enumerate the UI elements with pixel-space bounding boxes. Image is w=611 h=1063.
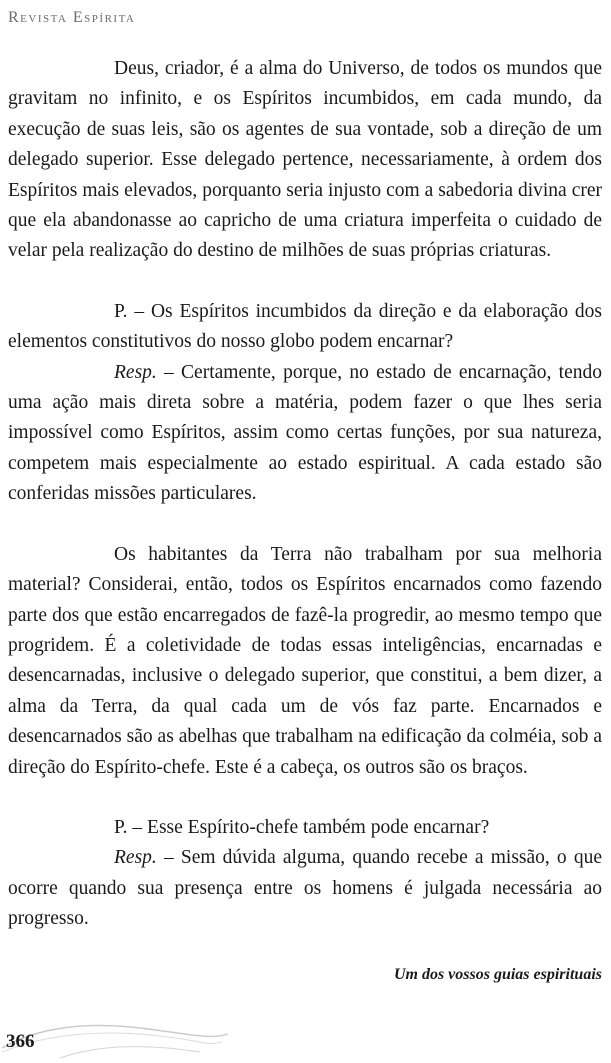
answer-text: – Sem dúvida alguma, quando recebe a missão, o que ocorre quando sua presença entre os homens é julgada necessária ao progresso. [8,847,602,930]
answer-text: – Certamente, porque, no estado de encarnação, tendo uma ação mais direta sobre a matéria, podem fazer o que lhes seria impossível como Espíritos, assim como certas funções, por sua natureza, competem mais especialmente ao estado espiritual. A cada estado são conferidas missões particulares. [8,361,602,505]
paragraph-gap [8,783,602,813]
page-number: 366 [6,1031,35,1052]
answer-paragraph [8,358,602,510]
question-paragraph: P. – Os Espíritos incumbidos da direção e da elaboração dos elementos constitutivos do nosso globo podem encarnar? [8,300,602,353]
paragraph: Os habitantes da Terra não trabalham por sua melhoria material? Considerai, então, todos os Espíritos encarnados como fazendo parte dos que estão encarregados de fazê-la progredir, ao mesmo tempo que progridem. É a coletividade de todas essas inteligências, encarnadas e desencarnadas, inclusive o delegado superior, que constitui, a bem dizer, a alma da Terra, da qual cada um de vós faz parte. Encarnados e desencarnados são as abelhas que trabalham na edificação da colméia, sob a direção do Espírito-chefe. Este é a cabeça, os outros são os braços. [8,543,602,778]
running-header: Revista Espírita [8,9,136,26]
body-text [8,54,602,935]
resp-label: Resp. [114,847,157,869]
answer-paragraph [8,843,602,934]
question-paragraph: P. – Esse Espírito-chefe também pode encarnar? [114,816,490,838]
page-ornament [0,1018,230,1063]
paragraph-gap [8,267,602,297]
paragraph: Deus, criador, é a alma do Universo, de todos os mundos que gravitam no infinito, e os Espíritos incumbidos, em cada mundo, da execução de suas leis, são os agentes de sua vontade, sob a direção de um delegado superior. Esse delegado pertence, necessariamente, à ordem dos Espíritos mais elevados, porquanto seria injusto com a sabedoria divina crer que ela abandonasse ao capricho de uma criatura imperfeita o cuidado de velar pela realização do destino de milhões de suas próprias criaturas. [8,58,602,262]
resp-label: Resp. [114,361,157,383]
signature: Um dos vossos guias espirituais [393,966,602,983]
paragraph-gap [8,510,602,540]
